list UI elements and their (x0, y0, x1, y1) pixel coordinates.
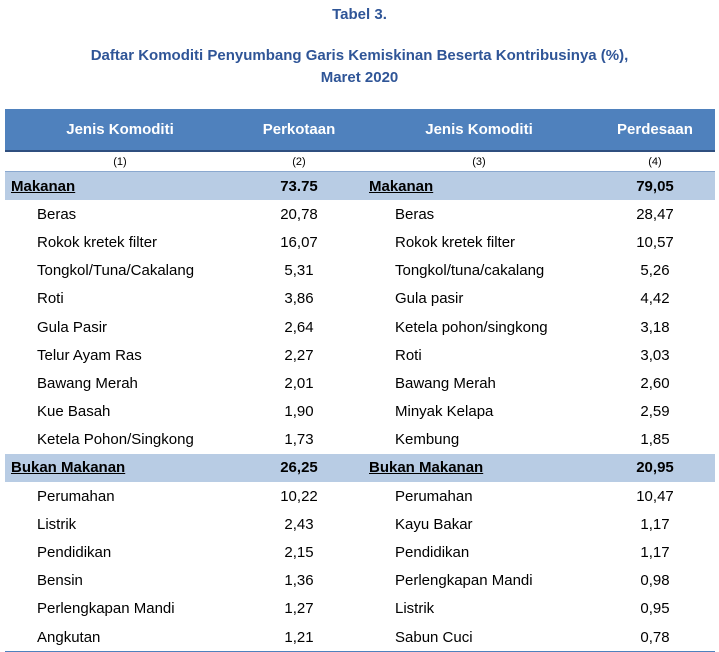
commodity-name: Tongkol/tuna/cakalang (395, 262, 545, 280)
commodity-value: 3,18 (640, 318, 670, 336)
commodity-value: 2,27 (284, 346, 314, 364)
column-number-row (5, 151, 715, 172)
commodity-value: 3,03 (640, 346, 670, 364)
commodity-name: Perlengkapan Mandi (395, 572, 533, 590)
commodity-value: 10,22 (280, 487, 318, 505)
commodity-name: Perlengkapan Mandi (37, 600, 175, 618)
commodity-value: 0,98 (640, 572, 670, 590)
commodity-name: Bawang Merah (37, 374, 138, 392)
commodity-name: Rokok kretek filter (395, 233, 516, 251)
commodity-value: 10,57 (636, 233, 674, 251)
table-row (5, 257, 715, 285)
table-row (5, 426, 715, 454)
commodity-name: Listrik (395, 600, 435, 618)
commodity-name: Angkutan (5, 623, 235, 652)
table-row (5, 369, 715, 397)
commodity-name: Roti (37, 290, 64, 308)
table-row (5, 228, 715, 256)
section-label: Makanan (5, 172, 235, 201)
commodity-name: Perumahan (37, 487, 115, 505)
section-total: 20,95 (595, 454, 715, 482)
column-number: (1) (5, 151, 235, 172)
header-row (5, 109, 715, 151)
commodity-name: Gula pasir (395, 290, 464, 308)
commodity-value: 20,78 (280, 205, 318, 223)
header-cell: Jenis Komoditi (5, 109, 235, 151)
section-total: 26,25 (235, 454, 363, 482)
table-row (5, 538, 715, 566)
table-number: Tabel 3. (332, 6, 387, 23)
table-row (5, 341, 715, 369)
commodity-value: 1,17 (640, 515, 670, 533)
section-label: Bukan Makanan (363, 454, 595, 482)
commodity-name: Pendidikan (37, 544, 112, 562)
table-row (5, 285, 715, 313)
section-total: 79,05 (595, 172, 715, 201)
commodity-value: 1,85 (640, 431, 670, 449)
table-row (5, 567, 715, 595)
commodity-value: 1,36 (284, 572, 314, 590)
commodity-name: Gula Pasir (37, 318, 108, 336)
commodity-name: Bensin (37, 572, 83, 590)
table-row (5, 623, 715, 652)
commodity-name: Perumahan (395, 487, 473, 505)
commodity-name: Beras (395, 205, 435, 223)
table-row (5, 510, 715, 538)
commodity-name: Beras (37, 205, 77, 223)
commodity-name: Pendidikan (395, 544, 470, 562)
commodity-value: 1,73 (284, 431, 314, 449)
table-row (5, 200, 715, 228)
commodity-value: 4,42 (640, 290, 670, 308)
commodity-value: 0,78 (595, 623, 715, 652)
section-row (5, 454, 715, 482)
commodity-value: 2,15 (284, 544, 314, 562)
column-number: (3) (363, 151, 595, 172)
commodity-value: 1,27 (284, 600, 314, 618)
commodity-value: 16,07 (280, 233, 318, 251)
commodity-name: Tongkol/Tuna/Cakalang (37, 262, 195, 280)
table-row (5, 398, 715, 426)
commodity-value: 2,59 (640, 403, 670, 421)
column-number: (4) (595, 151, 715, 172)
table-row (5, 595, 715, 623)
table-row (5, 482, 715, 510)
table-title (0, 45, 719, 89)
commodity-value: 1,21 (235, 623, 363, 652)
commodity-name: Ketela pohon/singkong (395, 318, 548, 336)
commodity-value: 2,43 (284, 515, 314, 533)
commodity-name: Roti (395, 346, 422, 364)
commodity-table (5, 109, 715, 652)
commodity-name: Ketela Pohon/Singkong (37, 431, 194, 449)
section-total: 73.75 (235, 172, 363, 201)
section-label: Bukan Makanan (5, 454, 235, 482)
table-title-line1: Daftar Komoditi Penyumbang Garis Kemiskinan Beserta Kontribusinya (%), (90, 47, 629, 64)
table-row (5, 313, 715, 341)
header-cell: Perkotaan (235, 109, 363, 151)
table-body (5, 172, 715, 652)
header-cell: Perdesaan (595, 109, 715, 151)
commodity-value: 10,47 (636, 487, 674, 505)
commodity-value: 2,01 (284, 374, 314, 392)
commodity-name: Rokok kretek filter (37, 233, 158, 251)
commodity-value: 2,60 (640, 374, 670, 392)
commodity-value: 1,17 (640, 544, 670, 562)
commodity-name: Minyak Kelapa (395, 403, 494, 421)
commodity-name: Listrik (37, 515, 77, 533)
commodity-value: 3,86 (284, 290, 314, 308)
commodity-name: Kayu Bakar (395, 515, 473, 533)
commodity-value: 1,90 (284, 403, 314, 421)
commodity-value: 0,95 (640, 600, 670, 618)
column-number: (2) (235, 151, 363, 172)
commodity-value: 28,47 (636, 205, 674, 223)
section-row (5, 172, 715, 201)
table-title-line2: Maret 2020 (320, 69, 399, 86)
header-cell: Jenis Komoditi (363, 109, 595, 151)
commodity-value: 5,26 (640, 262, 670, 280)
commodity-name: Bawang Merah (395, 374, 496, 392)
commodity-name: Kue Basah (37, 403, 111, 421)
commodity-name: Sabun Cuci (363, 623, 595, 652)
section-label: Makanan (363, 172, 595, 201)
commodity-name: Kembung (395, 431, 460, 449)
commodity-value: 2,64 (284, 318, 314, 336)
commodity-name: Telur Ayam Ras (37, 346, 142, 364)
commodity-value: 5,31 (284, 262, 314, 280)
